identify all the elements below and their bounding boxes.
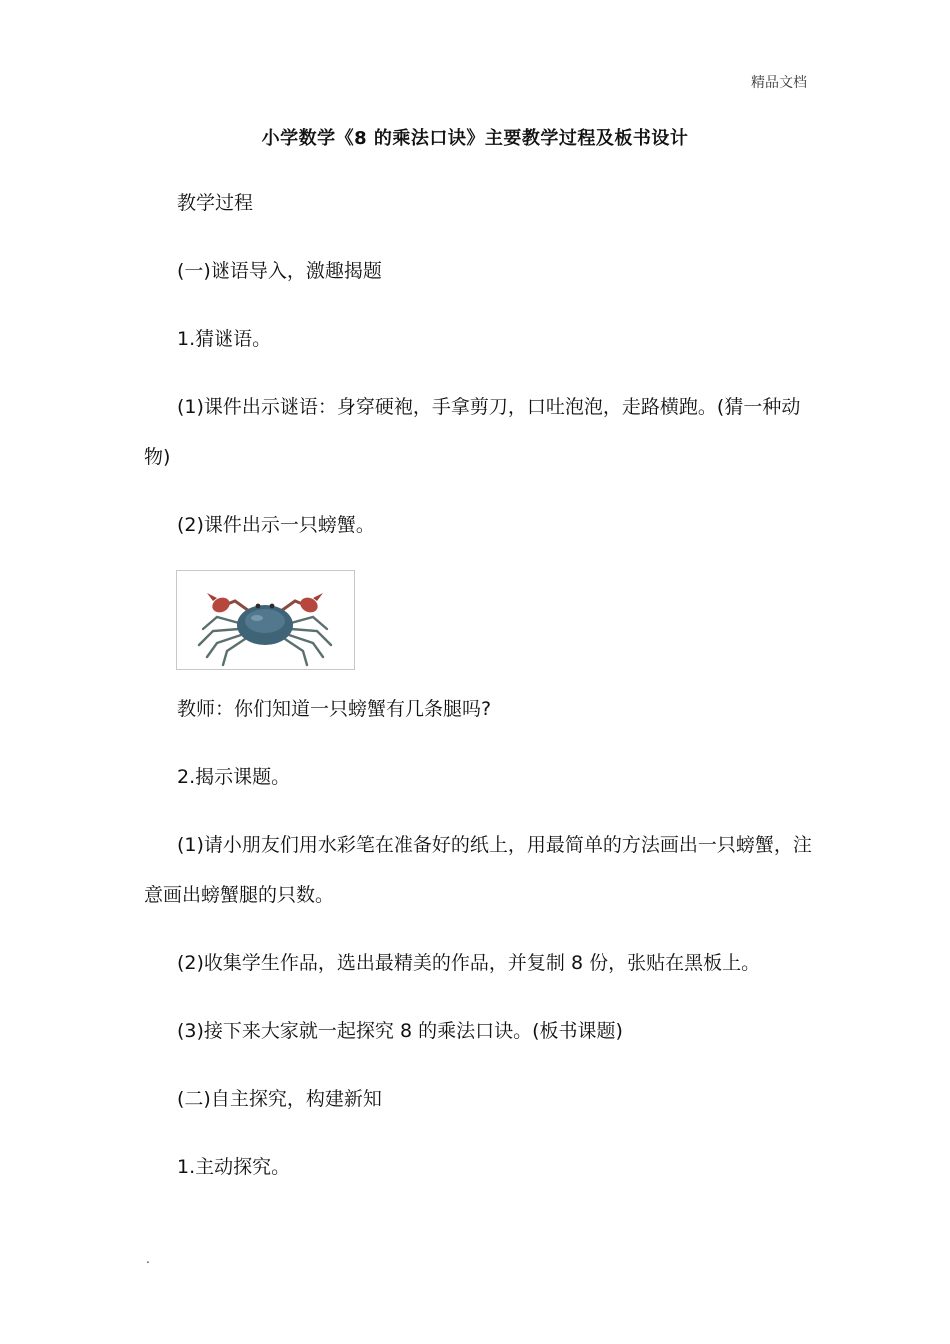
- document-title: 小学数学《8 的乘法口诀》主要教学过程及板书设计: [261, 128, 689, 149]
- paragraph-guess-riddle: 1.猜谜语。: [177, 328, 272, 350]
- paragraph-section-one: (一)谜语导入，激趣揭题: [177, 260, 382, 282]
- paragraph-riddle-line1: (1)课件出示谜语：身穿硬袍，手拿剪刀，口吐泡泡，走路横跑。(猜一种动: [177, 396, 801, 418]
- header-mark: 精品文档: [751, 75, 807, 91]
- paragraph-teacher-question: 教师：你们知道一只螃蟹有几条腿吗?: [177, 698, 492, 720]
- paragraph-section-two: (二)自主探究，构建新知: [177, 1088, 382, 1110]
- crab-icon: [177, 571, 354, 669]
- crab-image: [176, 570, 355, 670]
- paragraph-show-crab: (2)课件出示一只螃蟹。: [177, 514, 375, 536]
- paragraph-collect-works: (2)收集学生作品，选出最精美的作品，并复制 8 份，张贴在黑板上。: [177, 952, 761, 974]
- footer-mark: .: [146, 1252, 150, 1266]
- paragraph-active-explore: 1.主动探究。: [177, 1156, 291, 1178]
- paragraph-reveal-topic: 2.揭示课题。: [177, 766, 291, 788]
- paragraph-draw-crab-line1: (1)请小朋友们用水彩笔在准备好的纸上，用最简单的方法画出一只螃蟹，注: [177, 834, 812, 856]
- paragraph-draw-crab-line2: 意画出螃蟹腿的只数。: [144, 884, 335, 906]
- paragraph-teaching-process: 教学过程: [177, 192, 254, 214]
- paragraph-explore-topic: (3)接下来大家就一起探究 8 的乘法口诀。(板书课题): [177, 1020, 623, 1042]
- paragraph-riddle-line2: 物): [144, 446, 171, 468]
